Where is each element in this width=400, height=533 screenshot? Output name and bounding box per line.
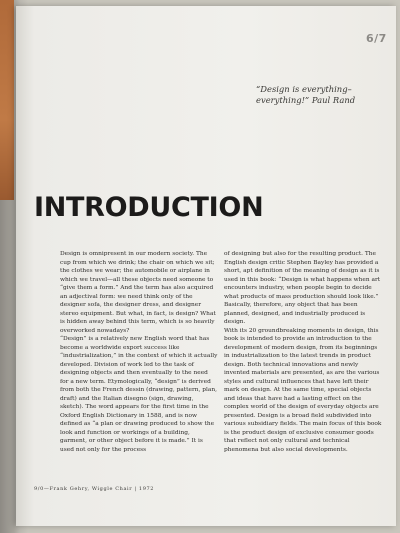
- book-cover-edge: [0, 0, 14, 200]
- paragraph: “Design” is a relatively new English word that has become a worldwide export success like “industrialization,” in the context of which it actually developed. Division of work led to the task of designing objects and then eventually to the need for a new term. Etymologically, “design” is derived from both the French dessin (drawing, pattern, plan, draft) and the Italian disegno (sign, drawing, sketch). The word appears for the first time in the Oxford English Dictionary in 1588, and is now defined as “a plan or drawing produced to show the look and function or workings of a building, garment, or other object before it is made.” It is used not only for the process: [60, 336, 218, 453]
- quote-line-2: everything!” Paul Rand: [256, 95, 356, 105]
- book-page: [16, 6, 396, 526]
- quote-line-1: “Design is everything–: [256, 84, 352, 94]
- page-number: 6/7: [366, 32, 387, 45]
- paragraph: With its 20 groundbreaking moments in design, this book is intended to provide an introduction to the development of modern design, from its beginnings in industrialization to the latest trends in product design. Both technical innovations and newly invented materials are presented, as are the various styles and cultural influences that have left their mark on design. At the same time, special objects and ideas that have had a lasting effect on the complex world of the design of everyday objects are presented. Design is a broad field subdivided into various subsidiary fields. The main focus of this book is the product design of exclusive consumer goods that reflect not only cultural and technical phenomena but also social developments.: [224, 327, 382, 453]
- paragraph: Design is omnipresent in our modern society. The cup from which we drink; the chair on which we sit; the clothes we wear; the automobile or airplane in which we travel—all these objects need someone to “give them a form.” And the term has also acquired an adjectival form: we need think only of the designer sofa, the designer dress, and designer stereo equipment. But what, in fact, is design? What is hidden away behind this term, which is so heavily overworked nowadays?: [60, 251, 216, 334]
- text-column-left: [60, 250, 218, 454]
- page-footer-caption: 9/0—Frank Gehry, Wiggle Chair | 1972: [34, 486, 155, 492]
- epigraph-quote: [256, 84, 396, 106]
- paragraph: of designing but also for the resulting product. The English design critic Stephen Bayley has provided a short, apt definition of the meaning of design as it is used in this book: “Design is what happens when art encounters industry, when people begin to decide what products of mass production should look like.” Basically, therefore, any object that has been planned, designed, and industrially produced is design.: [224, 251, 381, 325]
- chapter-title: INTRODUCTION: [34, 192, 264, 223]
- text-column-right: [224, 250, 382, 454]
